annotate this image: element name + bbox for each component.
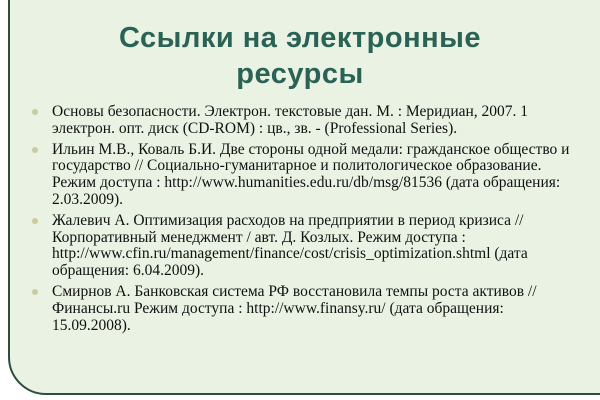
slide-title: [20, 20, 580, 92]
reference-list: [52, 104, 572, 338]
bullet-icon: [32, 218, 38, 224]
reference-text: Смирнов А. Банковская система РФ восстановила темпы роста активов // Финансы.ru Режим доступа : http://www.finansy.ru/ (дата обращения: 15.09.2008).: [52, 282, 537, 334]
bullet-icon: [32, 147, 38, 153]
bullet-icon: [32, 289, 38, 295]
reference-item: [52, 213, 572, 280]
reference-text: Жалевич А. Оптимизация расходов на предприятии в период кризиса // Корпоративный менеджмент / авт. Д. Козлых. Режим доступа : http://www.cfin.ru/management/finance/cost/crisis_optimization.shtml (дата обращения: 6.04.2009).: [52, 211, 528, 280]
reference-text: Ильин М.В., Коваль Б.И. Две стороны одной медали: гражданское общество и государство // Социально-гуманитарное и политологическое образование. Режим доступа : http://www.humanities.edu.ru/db/msg/81536 (дата обращения: 2.03.2009).: [52, 140, 570, 208]
bullet-icon: [32, 109, 38, 115]
slide-title-line-1: Ссылки на электронные: [118, 22, 481, 54]
reference-item: [52, 142, 572, 209]
reference-text: Основы безопасности. Электрон. текстовые дан. М. : Меридиан, 2007. 1 электрон. опт. диск (CD-ROM) : цв., зв. - (Professional Series).: [52, 103, 529, 137]
reference-item: [52, 104, 572, 138]
slide-title-line-2: ресурсы: [236, 58, 364, 90]
reference-item: [52, 284, 572, 334]
